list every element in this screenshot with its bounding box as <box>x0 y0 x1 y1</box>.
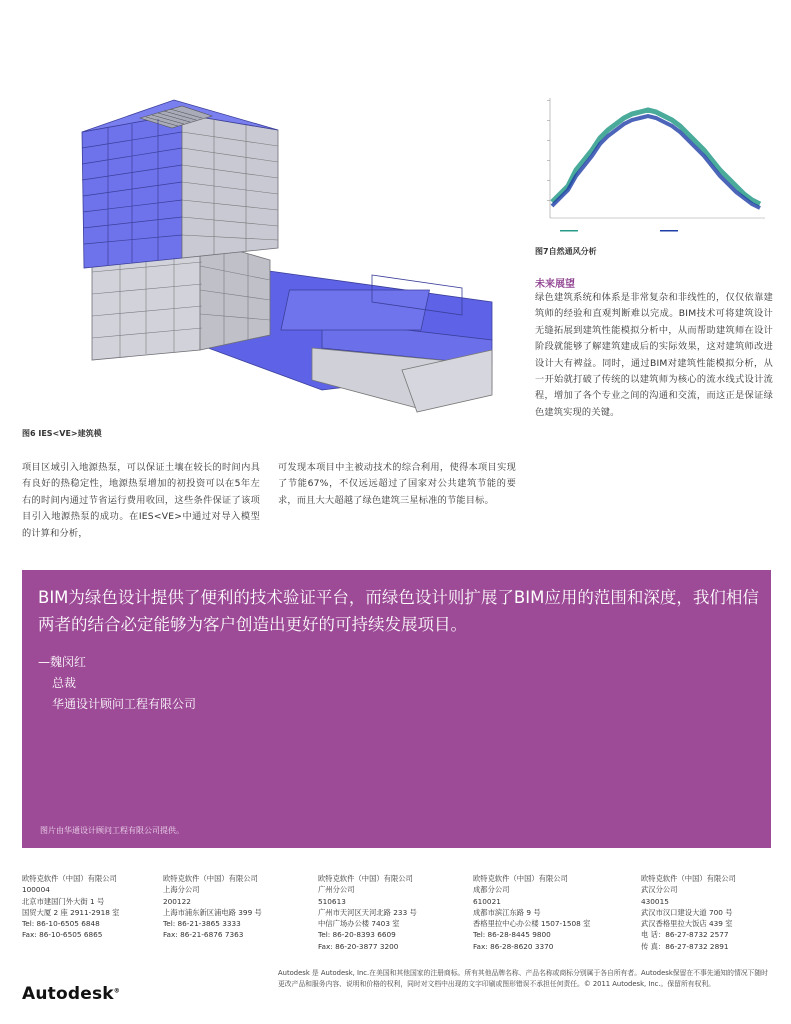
photo-credit: 图片由华通设计顾问工程有限公司提供。 <box>40 826 184 835</box>
office-line: Tel: 86-20-8393 6609 <box>318 930 396 940</box>
autodesk-logo <box>22 984 120 1004</box>
office-line: Fax: 86-20-3877 3200 <box>318 941 399 951</box>
office-line: 430015 <box>641 896 669 906</box>
quote-box <box>22 570 771 848</box>
office-line: 广州分公司 <box>318 885 355 895</box>
office-line: Fax: 86-10-6505 6865 <box>22 930 103 940</box>
office-line: 欧特克软件（中国）有限公司 <box>473 874 568 883</box>
legal-disclaimer: Autodesk 是 Autodesk, Inc.在美国和其他国家的注册商标。所有其他品牌名称、产品名称或商标分别属于各自所有者。Autodesk保留在不事先通知的情况下随时更改产品和服务内容、说明和价格的权利，同时对文档中出现的文字印刷或图形错误不承担任何责任。© 2011 Autodesk, Inc.。保留所有权利。 <box>278 969 768 988</box>
ventilation-chart-image <box>530 90 770 240</box>
office-shanghai <box>163 873 262 941</box>
registered-mark: ® <box>113 987 120 995</box>
quote-author-role: 总裁 <box>52 676 77 690</box>
office-line: Fax: 86-21-6876 7363 <box>163 930 244 940</box>
office-line: 610021 <box>473 896 501 906</box>
office-line: 上海市浦东新区浦电路 399 号 <box>163 907 262 917</box>
office-line: 欧特克软件（中国）有限公司 <box>22 874 117 883</box>
office-line: 武汉香格里拉大饭店 439 室 <box>641 919 733 929</box>
office-line: Tel: 86-28-8445 9800 <box>473 930 551 940</box>
future-outlook-body: 绿色建筑系统和体系是非常复杂和非线性的，仅仅依靠建筑师的经验和直观判断难以完成。BIM技术可将建筑设计无缝拓展到建筑性能模拟分析中，从而帮助建筑师在设计阶段就能够了解建筑建成后的实际效果，这对建筑师改进设计大有裨益。同时，通过BIM对建筑性能模拟分析，从一开始就打破了传统的以建筑师为核心的流水线式设计流程，增加了各个专业之间的沟通和交流，而这正是保证绿色建筑实现的关键。 <box>535 292 773 418</box>
logo-text: Autodesk <box>22 984 114 1004</box>
figure7-caption: 图7自然通风分析 <box>535 247 597 256</box>
quote-author-name: —魏闵红 <box>38 655 87 669</box>
office-line: 欧特克软件（中国）有限公司 <box>163 874 258 883</box>
office-line: 上海分公司 <box>163 885 200 895</box>
office-line: 200122 <box>163 896 191 906</box>
office-line: 中信广场办公楼 7403 室 <box>318 919 400 929</box>
quote-author-company: 华通设计顾问工程有限公司 <box>52 697 197 711</box>
future-outlook-heading: 未来展望 <box>535 279 575 290</box>
office-line: Tel: 86-21-3865 3333 <box>163 919 241 929</box>
office-line: 成都市滨江东路 9 号 <box>473 907 541 917</box>
quote-text: BIM为绿色设计提供了便利的技术验证平台，而绿色设计则扩展了BIM应用的范围和深度，我们相信两者的结合必定能够为客户创造出更好的可持续发展项目。 <box>38 588 759 634</box>
office-line: 电 话：86-27-8732 2577 <box>641 930 729 940</box>
ventilation-chart-figure <box>530 90 770 240</box>
body-column-left: 项目区域引入地源热泵，可以保证土壤在较长的时间内具有良好的热稳定性，地源热泵增加的初投资可以在5年左右的时间内通过节省运行费用收回，这些条件保证了该项目引入地源热泵的成功。在IES<VE>中通过对导入模型的计算和分析， <box>22 462 260 539</box>
office-line: 广州市天河区天河北路 233 号 <box>318 907 417 917</box>
office-line: 欧特克软件（中国）有限公司 <box>318 874 413 883</box>
office-line: 510613 <box>318 896 346 906</box>
office-line: 香格里拉中心办公楼 1507-1508 室 <box>473 919 591 929</box>
office-line: Fax: 86-28-8620 3370 <box>473 941 554 951</box>
office-line: 100004 <box>22 885 50 895</box>
body-column-middle: 可发现本项目中主被动技术的综合利用，使得本项目实现了节能67%，不仅远远超过了国家对公共建筑节能的要求，而且大大超越了绿色建筑三星标准的节能目标。 <box>278 462 516 506</box>
building-model-figure <box>22 90 514 420</box>
office-line: 传 真：86-27-8732 2891 <box>641 941 729 951</box>
office-line: 国贸大厦 2 座 2911-2918 室 <box>22 907 120 917</box>
office-line: 武汉分公司 <box>641 885 678 895</box>
office-line: 北京市建国门外大街 1 号 <box>22 896 105 906</box>
office-guangzhou <box>318 873 417 952</box>
office-line: Tel: 86-10-6505 6848 <box>22 919 100 929</box>
office-addresses <box>22 873 782 953</box>
office-line: 欧特克软件（中国）有限公司 <box>641 874 736 883</box>
office-wuhan <box>641 873 736 952</box>
office-beijing <box>22 873 119 941</box>
quote-attribution <box>38 652 196 715</box>
office-line: 成都分公司 <box>473 885 510 895</box>
building-model-image <box>22 90 514 420</box>
figure6-caption: 图6 IES<VE>建筑模 <box>22 429 102 438</box>
office-line: 武汉市汉口建设大道 700 号 <box>641 907 733 917</box>
office-chengdu <box>473 873 590 952</box>
